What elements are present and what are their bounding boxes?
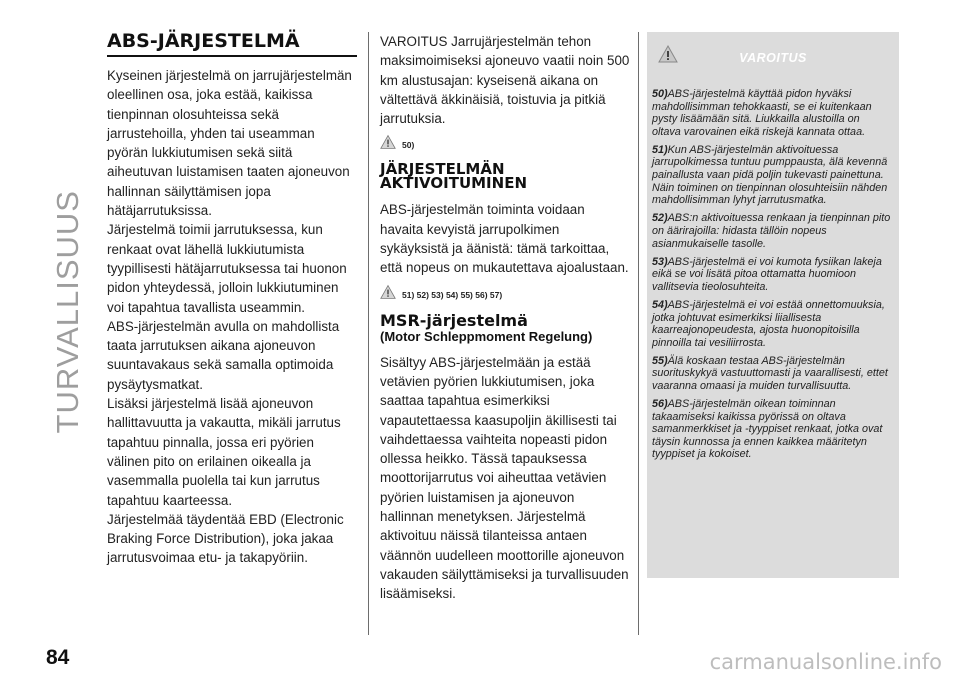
- msr-subheading: (Motor Schleppmoment Regelung): [380, 328, 593, 344]
- warning-item: [652, 256, 891, 294]
- abs-paragraph: Kyseinen järjestelmä on jarrujärjestelmän oleellinen osa, joka estää, kaikissa tienpinnan olosuhteissa sekä jarrustehoilla, yhden tai useamman pyörän lukkiutumisen sekä siitä aiheutuvan luistamisen taaten ajoneuvon hallinnan säilyttämisen jopa hätäjarrutuksissa.: [107, 68, 352, 219]
- warning-item-number: 50): [652, 88, 668, 100]
- abs-paragraph: ABS-järjestelmän avulla on mahdollista taata jarrutuksen aikana ajoneuvon suuntavakaus sekä samalla optimoida pysäytysmatkat.: [107, 318, 340, 392]
- warning-box: [647, 32, 899, 578]
- abs-paragraph: Lisäksi järjestelmä lisää ajoneuvon hallittavuutta ja vakautta, mikäli jarrutus tapahtuu pinnalla, jossa eri pyörien välinen pito on erilainen oikealla ja vasemmalla puolella tai kun jarrutus tapahtuu kaarteessa.: [107, 396, 341, 508]
- column-divider: [638, 32, 639, 635]
- warning-item-text: Kun ABS-järjestelmän aktivoituessa jarrupolkimessa tuntuu pumppausta, älä kevennä painallusta vaan pidä poljin tukevasti painettuna. Näin toiminen on tienpinnan olosuhteisiin nähden mahdollisimman lyhyt jarrutusmatka.: [652, 143, 888, 207]
- warning-item: [652, 355, 891, 393]
- warning-triangle-icon: [380, 284, 396, 300]
- warning-item-number: 56): [652, 398, 668, 411]
- title-rule: [107, 55, 357, 57]
- warning-column: [647, 32, 899, 578]
- abs-paragraph: Järjestelmää täydentää EBD (Electronic Braking Force Distribution), joka jakaa jarrutusvoimaa etu- ja takapyöriin.: [107, 511, 344, 566]
- page-number: 84: [46, 646, 70, 669]
- warning-header: [647, 32, 899, 88]
- warning-item-text: ABS-järjestelmä ei voi kumota fysiikan lakeja eikä se voi lisätä pitoa ottamatta huomioon vallitsevia tieolosuhteita.: [652, 255, 882, 293]
- abs-title: ABS-JÄRJESTELMÄ: [107, 30, 300, 52]
- msr-heading: MSR-järjestelmä: [380, 310, 528, 330]
- column-divider: [368, 32, 369, 635]
- warning-item-text: ABS:n aktivoituessa renkaan ja tienpinnan pito on äärirajoilla: hidasta tällöin nopeus asianmukaiselle tasolle.: [652, 212, 891, 250]
- warning-ref-numbers: 51) 52) 53) 54) 55) 56) 57): [402, 289, 503, 300]
- warning-item-text: ABS-järjestelmän oikean toiminnan takaamiseksi kaikissa pyörissä on oltava samanmerkkiset ja -tyyppiset renkaat, jotka ovat täysin kunnossa ja ennen kaikkea määritetyn tyyppiset ja kokoiset.: [652, 398, 883, 461]
- activation-heading: JÄRJESTELMÄN AKTIVOITUMINEN: [380, 160, 527, 193]
- activation-text: ABS-järjestelmän toiminta voidaan havaita kevyistä jarrupolkimen sykäyksistä ja äänistä: tämä tarkoittaa, että nopeus on mukautettava ajoalustaan.: [380, 202, 629, 276]
- warning-triangle-icon: [658, 44, 678, 64]
- section-label: TURVALLISUUS: [50, 190, 85, 434]
- warning-item-number: 52): [652, 212, 668, 225]
- warning-item-text: ABS-järjestelmä ei voi estää onnettomuuksia, jotka johtuvat esimerkiksi liiallisesta kaarreajonopeudesta, ajosta huonopitoisilla pinnoilla tai vesiliirrosta.: [652, 298, 885, 349]
- warning-reference: [380, 284, 630, 300]
- warning-list: [647, 88, 899, 461]
- warning-item-number: 51): [652, 143, 668, 156]
- warning-title: VAROITUS: [739, 51, 807, 65]
- warning-ref-numbers: 50): [402, 140, 415, 151]
- msr-text: Sisältyy ABS-järjestelmään ja estää vetävien pyörien lukkiutumisen, joka saattaa tapahtua esimerkiksi vapautettaessa kaasupoljin äkillisesti tai vaihdettaessa vaihteita nopeasti pidon ollessa heikko. Tässä tapauksessa moottorijarrutus voi aiheuttaa vetävien pyörien luistamisen ja ajoneuvon hallinnan menetyksen. Järjestelmä aktivoituu näissä tilanteissa antaen väännön uudelleen moottorille ajoneuvon vakauden säilyttämiseksi ja turvallisuuden lisäämiseksi.: [380, 354, 629, 602]
- column-abs: [107, 32, 357, 568]
- warning-item-number: 54): [652, 298, 668, 311]
- abs-paragraph: Järjestelmä toimii jarrutuksessa, kun renkaat ovat lähellä lukkiutumista tyypillisesti hätäjarrutuksessa tai huonon pidon yhteydessä, jolloin lukkiutuminen voi tapahtua tavallista useammin.: [107, 222, 347, 315]
- warning-reference: [380, 134, 630, 150]
- warning-item-number: 55): [652, 354, 668, 367]
- warning-item-number: 53): [652, 255, 668, 268]
- warning-item-text: Älä koskaan testaa ABS-järjestelmän suorituskykyä vastuuttomasti ja vaarallisesti, ettet vaaranna omaasi ja muiden turvallisuutta.: [652, 354, 888, 392]
- warning-item: [652, 212, 891, 250]
- warning-item: [652, 398, 891, 461]
- warning-item: [652, 144, 891, 207]
- warning-item: [652, 88, 891, 138]
- warning-item-text: ABS-järjestelmä käyttää pidon hyväksi mahdollisimman tehokkaasti, se ei kuitenkaan pysty lisäämään sitä. Liukkailla alustoilla on oltava varovainen eikä riskejä kannata ottaa.: [652, 88, 872, 138]
- intro-warning-text: VAROITUS Jarrujärjestelmän tehon maksimoimiseksi ajoneuvo vaatii noin 500 km alustusajan: kyseisenä aikana on vältettävä äkkinäisiä, toistuvia ja pitkiä jarrutuksia.: [380, 34, 630, 127]
- column-activation: [380, 32, 630, 604]
- warning-item: [652, 299, 891, 349]
- warning-triangle-icon: [380, 134, 396, 150]
- watermark: carmanualsonline.info: [709, 650, 942, 674]
